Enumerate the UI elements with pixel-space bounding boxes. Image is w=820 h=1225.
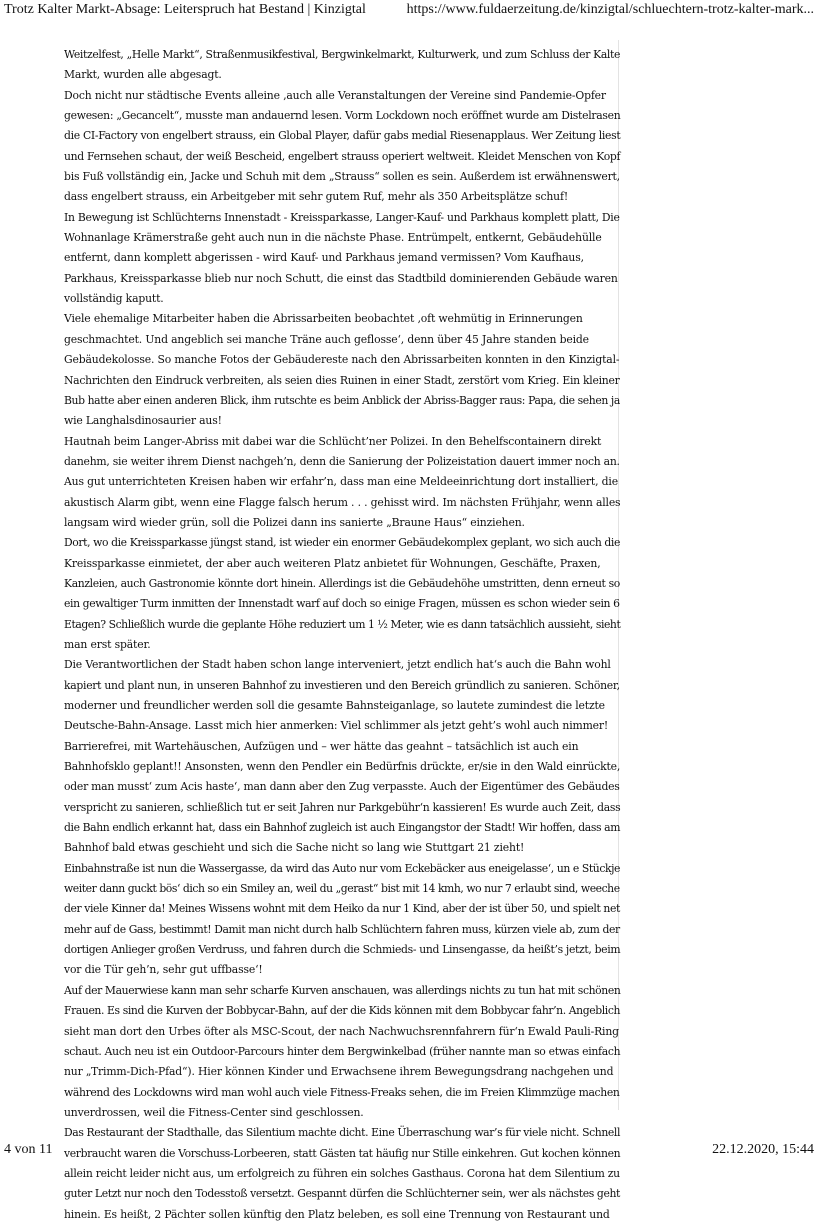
article-line: Bahnhofsklo geplant!! Ansonsten, wenn den Pendler ein Bedürfnis drückte, er/sie in den Wald einrückte, <box>64 760 621 774</box>
article-line: wie Langhalsdinosaurier aus! <box>64 414 222 428</box>
article-line: während des Lockdowns wird man wohl auch viele Fitness-Freaks sehen, die im Freien Klimmzüge machen <box>64 1085 620 1099</box>
article-line: Nachrichten den Eindruck verbreiten, als seien dies Ruinen in einer Stadt, zerstört vom Krieg. Ein kleiner <box>64 373 620 387</box>
article-line: weiter dann guckt bös‘ dich so ein Smiley an, weil du „gerast“ bist mit 14 kmh, wo nur 7 erlaubt sind, weeche <box>64 882 620 896</box>
article-line: nur „Trimm-Dich-Pfad“). Hier können Kinder und Erwachsene ihrem Bewegungsdrang nachgehen und <box>64 1065 614 1079</box>
print-datetime: 22.12.2020, 15:44 <box>712 1142 814 1157</box>
article-line: Kreissparkasse einmietet, der aber auch weiteren Platz anbietet für Wohnungen, Geschäfte, Praxen, <box>64 556 601 570</box>
print-footer <box>4 1140 814 1160</box>
article-line: Einbahnstraße ist nun die Wassergasse, da wird das Auto nur vom Eckebäcker aus eneigelasse‘, un e Stückje <box>64 861 620 875</box>
article-line: Parkhaus, Kreissparkasse blieb nur noch Schutt, die einst das Stadtbild dominierenden Gebäude waren <box>64 271 618 285</box>
page-number: 4 von 11 <box>4 1142 53 1157</box>
article-line: Deutsche-Bahn-Ansage. Lasst mich hier anmerken: Viel schlimmer als jetzt geht’s wohl auch nimmer! <box>64 719 609 733</box>
article-line: langsam wird wieder grün, soll die Polizei dann ins sanierte „Braune Haus“ einziehen. <box>64 515 525 529</box>
article-line: ein gewaltiger Turm inmitten der Innenstadt warf auf doch so einige Fragen, müssen es schon wieder sein 6 <box>64 597 620 611</box>
article-line: hinein. Es heißt, 2 Pächter sollen künftig den Platz beleben, es soll eine Trennung von Restaurant und <box>64 1207 610 1221</box>
article-line: Barrierefrei, mit Wartehäuschen, Aufzügen und – wer hätte das geahnt – tatsächlich ist auch ein <box>64 739 579 753</box>
article-line: Das Restaurant der Stadthalle, das Silentium machte dicht. Eine Überraschung war’s für viele nicht. Schnell <box>64 1126 621 1140</box>
article-line: Bahnhof bald etwas geschieht und sich die Sache nicht so lang wie Stuttgart 21 zieht! <box>64 841 525 855</box>
article-line: verspricht zu sanieren, schließlich tut er seit Jahren nur Parkgebühr‘n kassieren! Es wurde auch Zeit, dass <box>64 800 621 814</box>
article-line: danehm, sie weiter ihrem Dienst nachgeh’n, denn die Sanierung der Polizeistation dauert immer noch an. <box>64 454 620 468</box>
article-line: Etagen? Schließlich wurde die geplante Höhe reduziert um 1 ½ Meter, wie es dann tatsächlich aussieht, sieht <box>64 617 621 631</box>
article-line: Auf der Mauerwiese kann man sehr scharfe Kurven anschauen, was allerdings nichts zu tun hat mit schönen <box>64 983 621 997</box>
article-line: bis Fuß vollständig ein, Jacke und Schuh mit dem „Strauss“ sollen es sein. Außerdem ist erwähnenswert, <box>64 170 620 184</box>
article-line: vor die Tür geh’n, sehr gut uffbasse‘! <box>64 963 263 977</box>
article-line: Viele ehemalige Mitarbeiter haben die Abrissarbeiten beobachtet ‚oft wehmütig in Erinnerungen <box>64 312 583 326</box>
article-line: der viele Kinner da! Meines Wissens wohnt mit dem Heiko da nur 1 Kind, aber der ist über 50, und spielt net <box>64 902 620 916</box>
article-line: man erst später. <box>64 637 151 651</box>
article-line: verbraucht waren die Vorschuss-Lorbeeren, statt Gästen tat häufig nur Stille einkehren. Gut kochen können <box>64 1146 621 1160</box>
article-line: gewesen: „Gecancelt“, musste man andauernd lesen. Vorm Lockdown noch eröffnet wurde am Distelrasen <box>64 109 621 123</box>
article-line: Markt, wurden alle abgesagt. <box>64 68 222 82</box>
article-line: Die Verantwortlichen der Stadt haben schon lange interveniert, jetzt endlich hat‘s auch die Bahn wohl <box>64 658 611 672</box>
article-line: Frauen. Es sind die Kurven der Bobbycar-Bahn, auf der die Kids können mit dem Bobbycar fahr’n. Angeblich <box>64 1004 621 1018</box>
article-line: Gebäudekolosse. So manche Fotos der Gebäudereste nach den Abrissarbeiten konnten in den Kinzigtal- <box>64 353 620 367</box>
article-line: geschmachtet. Und angeblich sei manche Träne auch geflosse‘, denn über 45 Jahre standen beide <box>64 332 589 346</box>
article-body <box>64 45 620 1225</box>
article-line: Bub hatte aber einen anderen Blick, ihm rutschte es beim Anblick der Abriss-Bagger raus: Papa, die sehen ja <box>64 393 620 407</box>
article-line: Doch nicht nur städtische Events alleine ‚auch alle Veranstaltungen der Vereine sind Pandemie-Opfer <box>64 88 606 102</box>
article-line: die Bahn endlich erkannt hat, dass ein Bahnhof zugleich ist auch Eingangstor der Stadt! Wir hoffen, dass am <box>64 821 621 835</box>
article-line: entfernt, dann komplett abgerissen - wird Kauf- und Parkhaus jemand vermissen? Vom Kaufhaus, <box>64 251 584 265</box>
article-line: Kanzleien, auch Gastronomie könnte dort hinein. Allerdings ist die Gebäudehöhe umstritten, denn erneut so <box>64 576 620 590</box>
article-line: dass engelbert strauss, ein Arbeitgeber mit sehr gutem Ruf, mehr als 350 Arbeitsplätze schuf! <box>64 190 569 204</box>
print-header <box>4 0 814 20</box>
article-line: dortigen Anlieger großen Verdruss, und fahren durch die Schmieds- und Linsengasse, da heißt’s jetzt, beim <box>64 943 621 957</box>
article-line: Dort, wo die Kreissparkasse jüngst stand, ist wieder ein enormer Gebäudekomplex geplant, wo sich auch die <box>64 536 620 550</box>
article-line: und Fernsehen schaut, der weiß Bescheid, engelbert strauss operiert weltweit. Kleidet Menschen von Kopf <box>64 149 621 163</box>
article-line: die CI-Factory von engelbert strauss, ein Global Player, dafür gabs medial Riesenapplaus. Wer Zeitung liest <box>64 129 621 143</box>
article-line: Aus gut unterrichteten Kreisen haben wir erfahr’n, dass man eine Meldeeinrichtung dort installiert, die <box>64 475 618 489</box>
article-line: akustisch Alarm gibt, wenn eine Flagge falsch herum . . . gehisst wird. Im nächsten Frühjahr, wenn alles <box>64 495 621 509</box>
article-line: oder man musst‘ zum Acis haste‘, man dann aber den Zug verpasste. Auch der Eigentümer des Gebäudes <box>64 780 620 794</box>
article-line: In Bewegung ist Schlüchterns Innenstadt - Kreissparkasse, Langer-Kauf- und Parkhaus komplett platt, Die <box>64 210 620 224</box>
article-line: unverdrossen, weil die Fitness-Center sind geschlossen. <box>64 1105 364 1119</box>
page-url[interactable]: https://www.fuldaerzeitung.de/kinzigtal/schluechtern-trotz-kalter-mark... <box>406 2 814 17</box>
article-line: guter Letzt nur noch den Todesstoß versetzt. Gespannt dürfen die Schlüchterner sein, wer als nächstes geht <box>64 1187 621 1201</box>
article-line: schaut. Auch neu ist ein Outdoor-Parcours hinter dem Bergwinkelbad (früher nannte man so etwas einfach <box>64 1044 621 1058</box>
article-line: moderner und freundlicher werden soll die gesamte Bahnsteiganlage, so lautete zumindest die letzte <box>64 699 605 712</box>
article-line: vollständig kaputt. <box>64 292 164 306</box>
article-line: Weitzelfest, „Helle Markt“, Straßenmusikfestival, Bergwinkelmarkt, Kulturwerk, und zum Schluss der Kalte <box>64 48 621 61</box>
article-line: mehr auf de Gass, bestimmt! Damit man nicht durch halb Schlüchtern fahren muss, kürzen viele ab, zum der <box>64 922 620 936</box>
article-line: kapiert und plant nun, in unseren Bahnhof zu investieren und den Bereich gründlich zu sanieren. Schöner, <box>64 678 620 692</box>
page-title: Trotz Kalter Markt-Absage: Leiterspruch hat Bestand | Kinzigtal <box>4 2 366 17</box>
article-line: Hautnah beim Langer-Abriss mit dabei war die Schlücht’ner Polizei. In den Behelfscontainern direkt <box>64 434 602 448</box>
article-line: sieht man dort den Urbes öfter als MSC-Scout, der nach Nachwuchsrennfahrern für‘n Ewald Pauli-Ring <box>64 1024 619 1038</box>
article-line: Wohnanlage Krämerstraße geht auch nun in die nächste Phase. Entrümpelt, entkernt, Gebäudehülle <box>64 231 602 245</box>
article-line: allein reicht leider nicht aus, um erfolgreich zu führen ein solches Gasthaus. Corona hat dem Silentium zu <box>64 1166 620 1180</box>
